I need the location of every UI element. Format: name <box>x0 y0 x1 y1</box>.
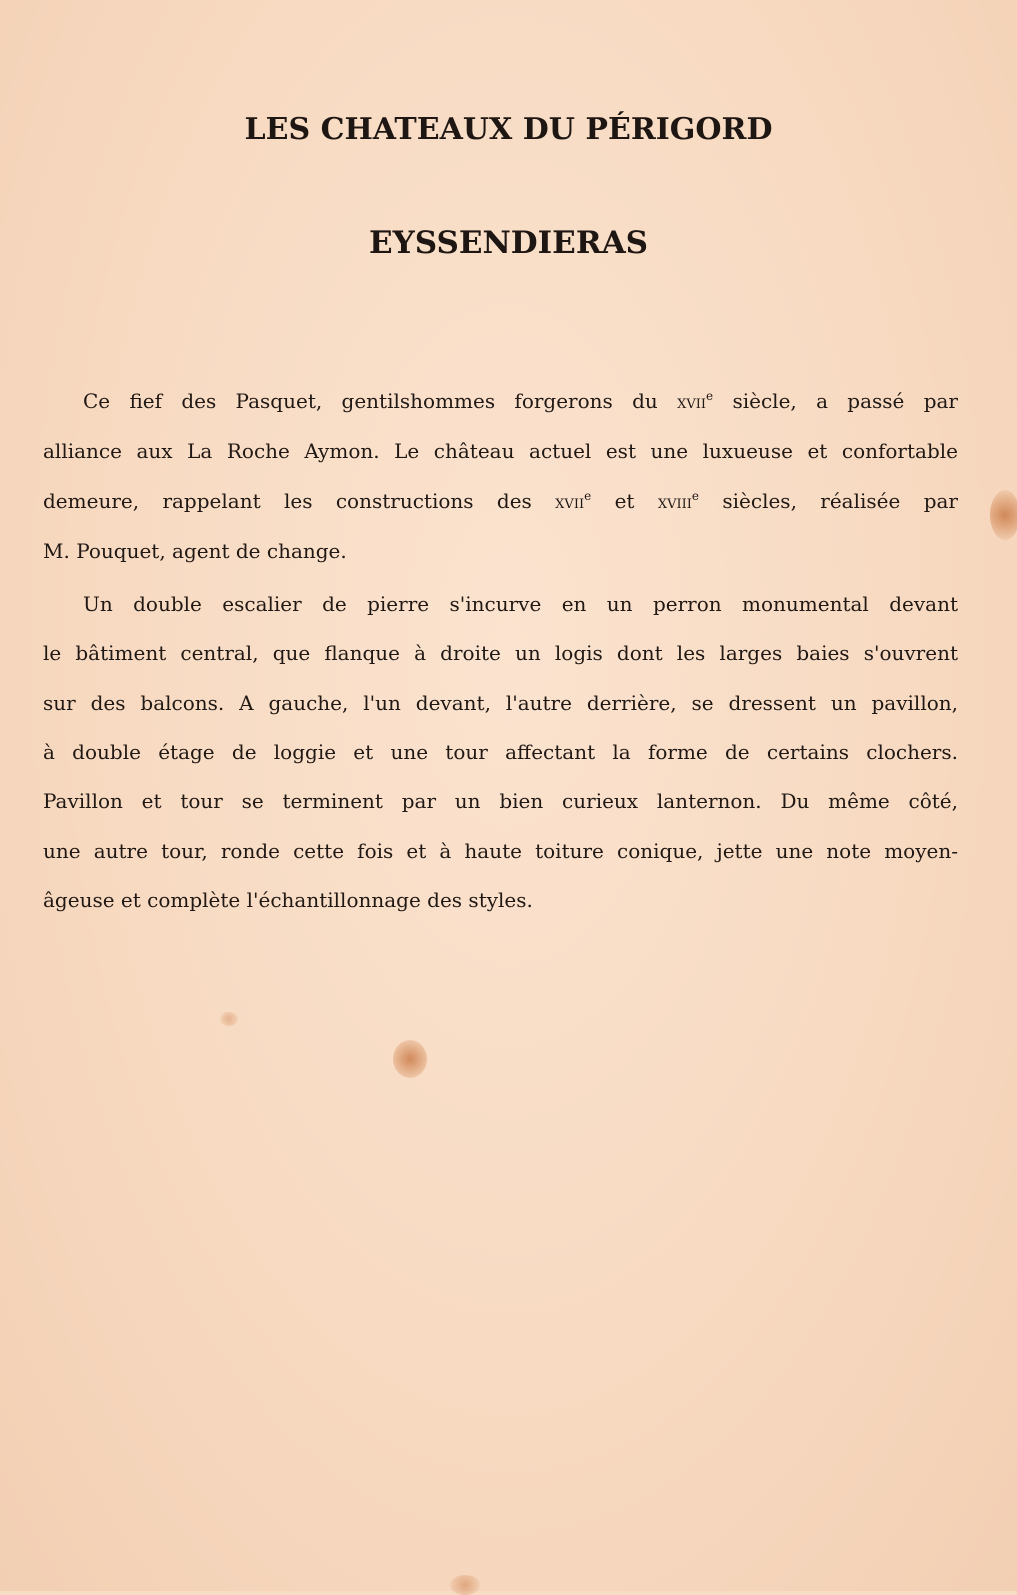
text-line: âgeuse et complète l'échantillonnage des styles. <box>43 887 533 912</box>
paper-stain <box>450 1575 480 1595</box>
paper-stain <box>220 1012 238 1026</box>
text-line: le bâtiment central, que flanque à droite un logis dont les larges baies s'ouvrent <box>43 641 958 666</box>
paragraph-2 <box>43 580 958 925</box>
text-line: alliance aux La Roche Aymon. Le château actuel est une luxueuse et confortable <box>43 439 958 464</box>
series-title: LES CHATEAUX DU PÉRIGORD <box>244 112 773 147</box>
text-line: Pavillon et tour se terminent par un bien curieux lanternon. Du même côté, <box>43 789 958 814</box>
text-line: à double étage de loggie et une tour affectant la forme de certains clochers. <box>43 740 958 765</box>
chateau-name: EYSSENDIERAS <box>368 225 649 261</box>
paper-stain <box>990 490 1017 540</box>
paper-stain <box>393 1040 427 1078</box>
text-line: M. Pouquet, agent de change. <box>43 538 347 563</box>
paragraph-1 <box>43 377 958 576</box>
text-line: une autre tour, ronde cette fois et à haute toiture conique, jette une note moyen- <box>43 838 958 863</box>
text-line: sur des balcons. A gauche, l'un devant, l'autre derrière, se dressent un pavillon, <box>43 690 958 715</box>
body-text <box>43 377 958 925</box>
text-line: Ce fief des Pasquet, gentilshommes forgerons du xvii$^e$ siècle, a passé par <box>83 389 958 413</box>
text-line: Un double escalier de pierre s'incurve en un perron monumental devant <box>83 592 958 617</box>
text-line: demeure, rappelant les constructions des xvii$^e$ et xviii$^e$ siècles, réalisée par <box>43 488 958 513</box>
